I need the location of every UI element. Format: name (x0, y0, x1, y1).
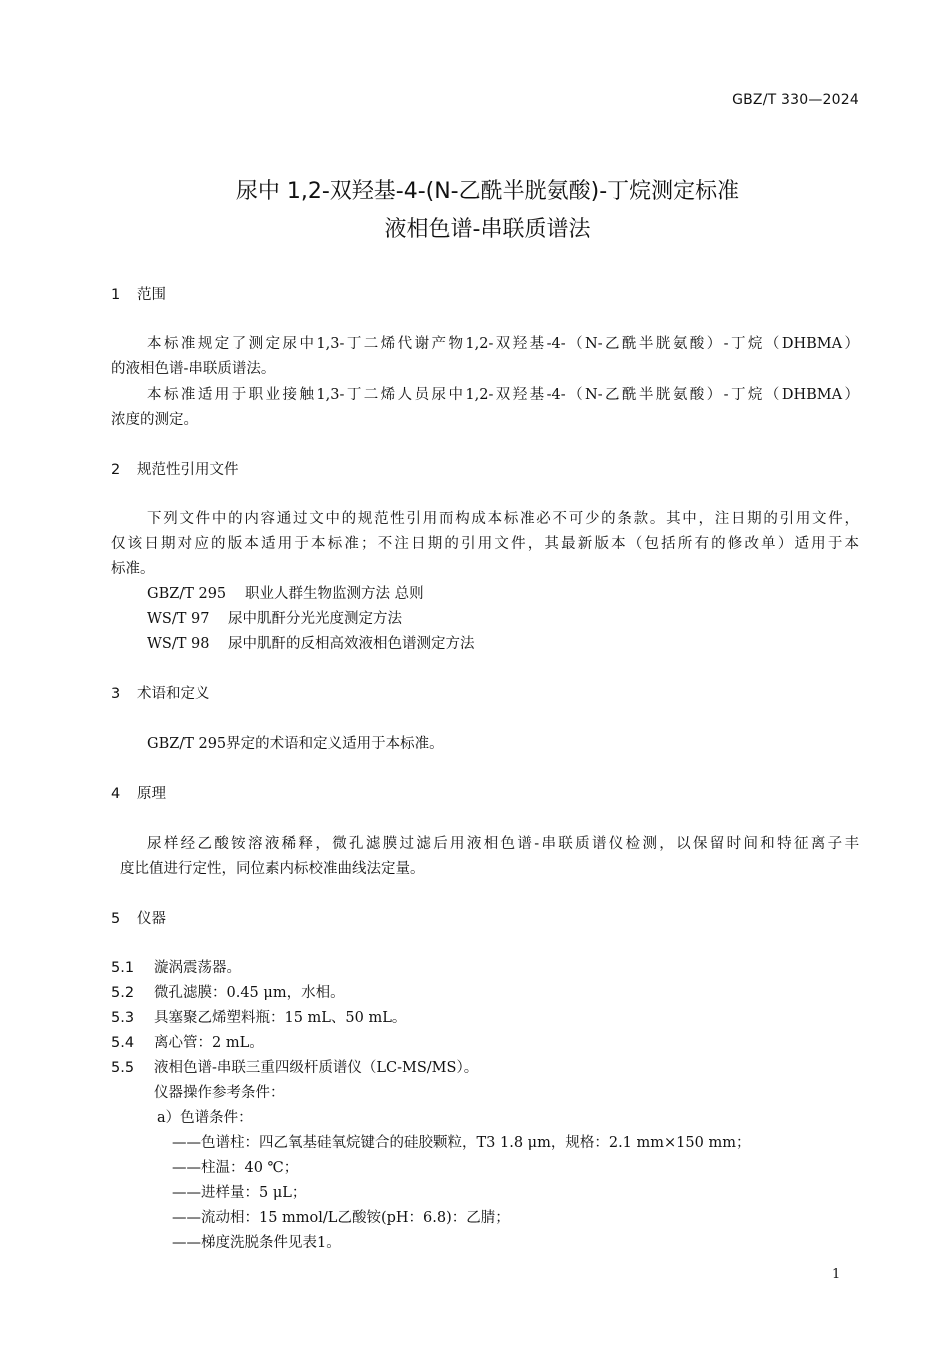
section-number: 4 (111, 786, 121, 802)
item-number: 5.4 (111, 1035, 135, 1051)
reference-item (147, 632, 475, 653)
section-1-heading (111, 283, 166, 304)
section-title: 规范性引用文件 (137, 462, 239, 478)
item-text: 具塞聚乙烯塑料瓶：15 mL、50 mL。 (154, 1010, 407, 1026)
section-title: 术语和定义 (137, 686, 210, 702)
reference-code: WS/T 98 (147, 636, 210, 652)
instrument-item (111, 1031, 264, 1052)
section-number: 3 (111, 686, 121, 702)
item-number: 5.5 (111, 1060, 135, 1076)
scope-paragraph-1-line-2: 的液相色谱-串联质谱法。 (111, 361, 276, 377)
section-number: 1 (111, 287, 121, 303)
principle-paragraph-line-1: 尿样经乙酸铵溶液稀释，微孔滤膜过滤后用液相色谱-串联质谱仪检测，以保留时间和特征离子丰 (147, 836, 859, 852)
references-paragraph-line-1: 下列文件中的内容通过文中的规范性引用而构成本标准必不可少的条款。其中，注日期的引用文件， (147, 511, 859, 527)
principle-paragraph-line-2: 度比值进行定性，同位素内标校准曲线法定量。 (120, 861, 425, 877)
reference-item (147, 607, 402, 628)
terms-paragraph: GBZ/T 295界定的术语和定义适用于本标准。 (147, 736, 444, 752)
chromatography-conditions-label: a）色谱条件： (157, 1110, 253, 1126)
document-title-line-2: 液相色谱-串联质谱法 (384, 217, 591, 242)
section-3-heading (111, 682, 210, 703)
section-2-heading (111, 458, 239, 479)
section-number: 2 (111, 462, 121, 478)
operating-conditions-intro: 仪器操作参考条件： (154, 1085, 285, 1101)
item-text: 微孔滤膜：0.45 μm，水相。 (154, 985, 345, 1001)
item-text: 漩涡震荡器。 (154, 960, 241, 976)
condition-dash-item: ——柱温：40 ℃； (172, 1160, 299, 1176)
reference-title: 尿中肌酐的反相高效液相色谱测定方法 (228, 636, 475, 652)
item-number: 5.1 (111, 960, 135, 976)
reference-title: 尿中肌酐分光光度测定方法 (228, 611, 402, 627)
section-5-heading (111, 907, 166, 928)
instrument-item (111, 1006, 406, 1027)
document-title-line-1: 尿中 1,2-双羟基-4-(N-乙酰半胱氨酸)-丁烷测定标准 (235, 179, 740, 204)
standard-code: GBZ/T 330—2024 (732, 92, 859, 108)
section-number: 5 (111, 911, 121, 927)
section-title: 原理 (137, 786, 166, 802)
references-paragraph-line-2: 仅该日期对应的版本适用于本标准；不注日期的引用文件，其最新版本（包括所有的修改单）适用于本 (111, 536, 859, 552)
scope-paragraph-2-line-2: 浓度的测定。 (111, 412, 198, 428)
section-4-heading (111, 782, 166, 803)
condition-dash-item: ——进样量：5 μL； (172, 1185, 307, 1201)
page-number: 1 (832, 1267, 841, 1282)
item-number: 5.2 (111, 985, 135, 1001)
references-paragraph-line-3: 标准。 (111, 561, 155, 577)
condition-dash-item: ——色谱柱：四乙氧基硅氧烷键合的硅胶颗粒，T3 1.8 μm，规格：2.1 mm×150 mm； (172, 1135, 751, 1151)
section-title: 范围 (137, 287, 166, 303)
instrument-item (111, 1056, 478, 1077)
scope-paragraph-2-line-1: 本标准适用于职业接触1,3-丁二烯人员尿中1,2-双羟基-4-（N-乙酰半胱氨酸）-丁烷（DHBMA） (147, 387, 859, 403)
item-text: 离心管：2 mL。 (154, 1035, 264, 1051)
scope-paragraph-1-line-1: 本标准规定了测定尿中1,3-丁二烯代谢产物1,2-双羟基-4-（N-乙酰半胱氨酸）-丁烷（DHBMA） (147, 336, 859, 352)
condition-dash-item: ——流动相：15 mmol/L乙酸铵(pH：6.8)：乙腈； (172, 1210, 510, 1226)
reference-title: 职业人群生物监测方法 总则 (245, 586, 424, 602)
instrument-item (111, 981, 345, 1002)
instrument-item (111, 956, 241, 977)
reference-item (147, 582, 424, 603)
item-text: 液相色谱-串联三重四级杆质谱仪（LC-MS/MS）。 (154, 1060, 479, 1076)
reference-code: WS/T 97 (147, 611, 210, 627)
condition-dash-item: ——梯度洗脱条件见表1。 (172, 1235, 341, 1251)
reference-code: GBZ/T 295 (147, 586, 227, 602)
item-number: 5.3 (111, 1010, 135, 1026)
section-title: 仪器 (137, 911, 166, 927)
